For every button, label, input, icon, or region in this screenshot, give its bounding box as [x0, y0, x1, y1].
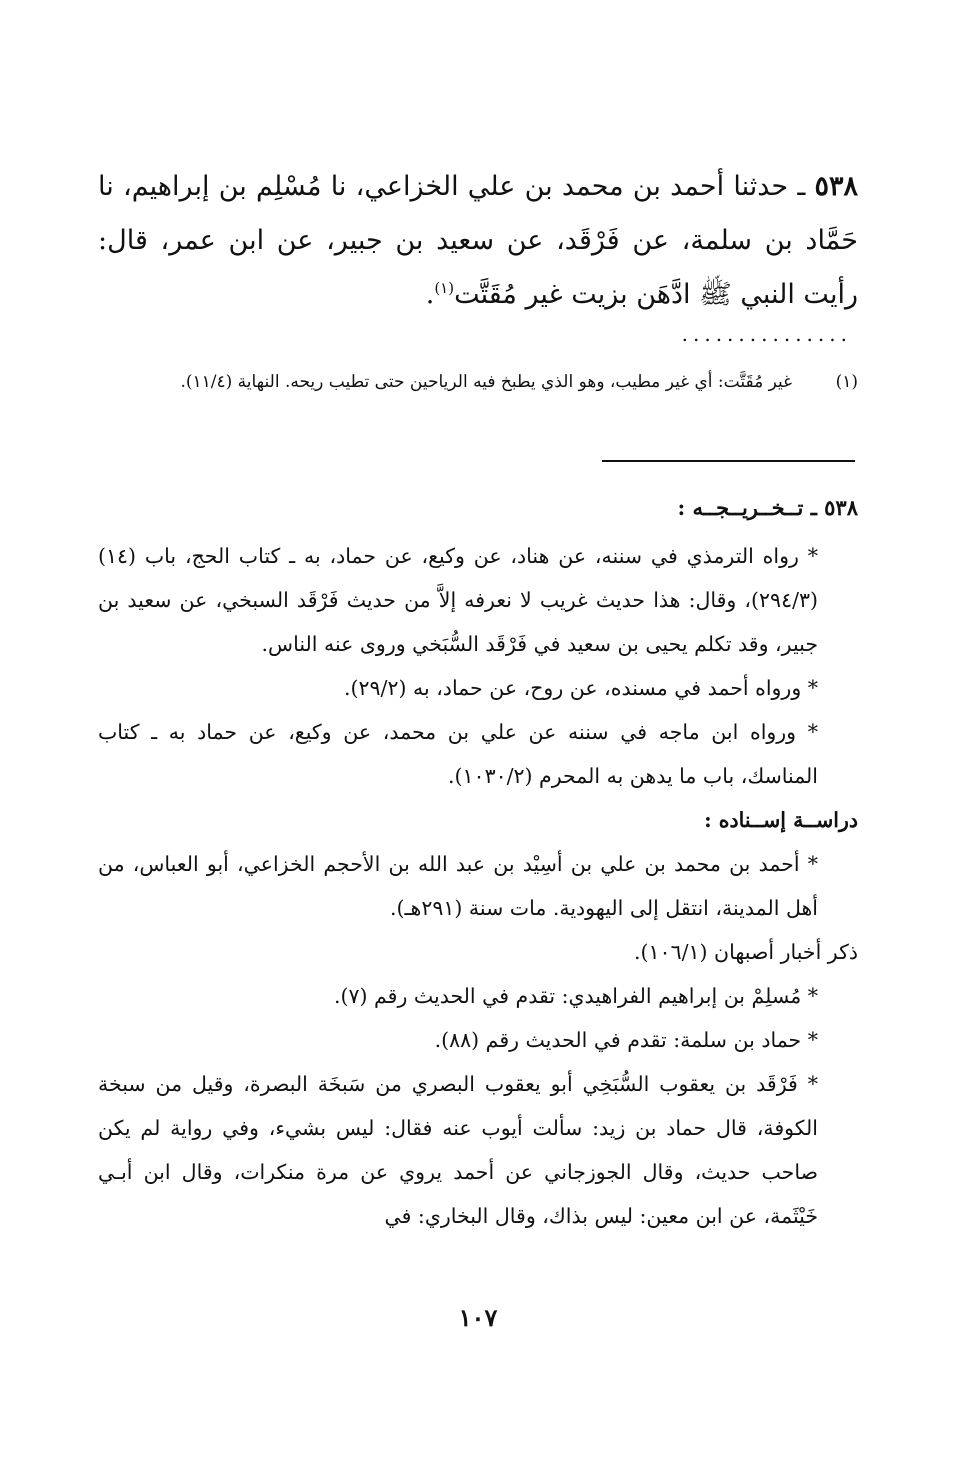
takhrij-paragraph: * رواه الترمذي في سننه، عن هناد، عن وكيع، عن حماد، به ـ كتاب الحج، باب (١٤) (٢٩٤/٣)، وقال: هذا حديث غريب لا نعرفه إلاَّ من حديث فَرْقَد السبخي، عن سعيد بن جبير، وقد تكلم يحيى بن سعيد في فَرْقَد السُّبَخي وروى عنه الناس.	[98, 544, 818, 656]
takhrij-paragraph: * ورواه أحمد في مسنده، عن روح، عن حماد، به (٢٩/٢).	[344, 676, 818, 700]
takhrij-paragraph: * ورواه ابن ماجه في سننه عن علي بن محمد، عن وكيع، عن حماد به ـ كتاب المناسك، باب ما يدهن به المحرم (١٠٣٠/٢).	[98, 720, 818, 788]
footnote-separator: ...............	[681, 322, 852, 346]
footnote-mark: (١)	[835, 372, 858, 392]
page-number: ١٠٧	[458, 1303, 498, 1332]
commentary-body	[98, 534, 858, 1238]
footnote-text: غير مُقَتَّت: أي غير مطيب، وهو الذي يطبخ فيه الرياحين حتى تطيب ريحه. النهاية (١١/٤).	[180, 372, 792, 392]
hadith-number: ٥٣٨	[814, 171, 858, 202]
hadith-end: .	[425, 279, 435, 310]
dirasa-paragraph: ذكر أخبار أصبهان (١٠٦/١).	[634, 940, 858, 964]
dirasa-heading: دراســة إســناده :	[704, 808, 858, 832]
dirasa-paragraph: * أحمد بن محمد بن علي بن أسِيْد بن عبد الله بن الأحجم الخزاعي، أبو العباس، من أهل المدينة، انتقل إلى اليهودية. مات سنة (٢٩١هـ).	[98, 852, 818, 920]
dirasa-paragraph: * مُسلِمْ بن إبراهيم الفراهيدي: تقدم في الحديث رقم (٧).	[333, 984, 818, 1008]
dirasa-paragraph: * حماد بن سلمة: تقدم في الحديث رقم (٨٨).	[434, 1028, 818, 1052]
takhrij-heading: ٥٣٨ ـ تــخــريــجــه :	[677, 495, 858, 520]
footnote-reference: (١)	[434, 279, 455, 297]
hadith-body: ـ حدثنا أحمد بن محمد بن علي الخزاعي، نا مُسْلِم بن إبراهيم، نا حَمَّاد بن سلمة، عن فَرْقَد، عن سعيد بن جبير، عن ابن عمر، قال: رأيت النبي ﷺ ادَّهَن بزيت غير مُقَتَّت	[98, 171, 858, 310]
dirasa-paragraph: * فَرْقَد بن يعقوب السُّبَخِي أبو يعقوب البصري من سَبخَة البصرة، وقيل من سبخة الكوفة، قال حماد بن زيد: سألت أيوب عنه فقال: ليس بشيء، وفي رواية لم يكن صاحب حديث، وقال الجوزجاني عن أحمد يروي عن مرة منكرات، وقال ابن أبـي خَيْثَمة، عن ابن معين: ليس بذاك، وقال البخاري: في	[98, 1072, 818, 1228]
hadith-text	[98, 160, 858, 322]
footnote	[98, 364, 858, 400]
section-divider	[602, 460, 855, 462]
